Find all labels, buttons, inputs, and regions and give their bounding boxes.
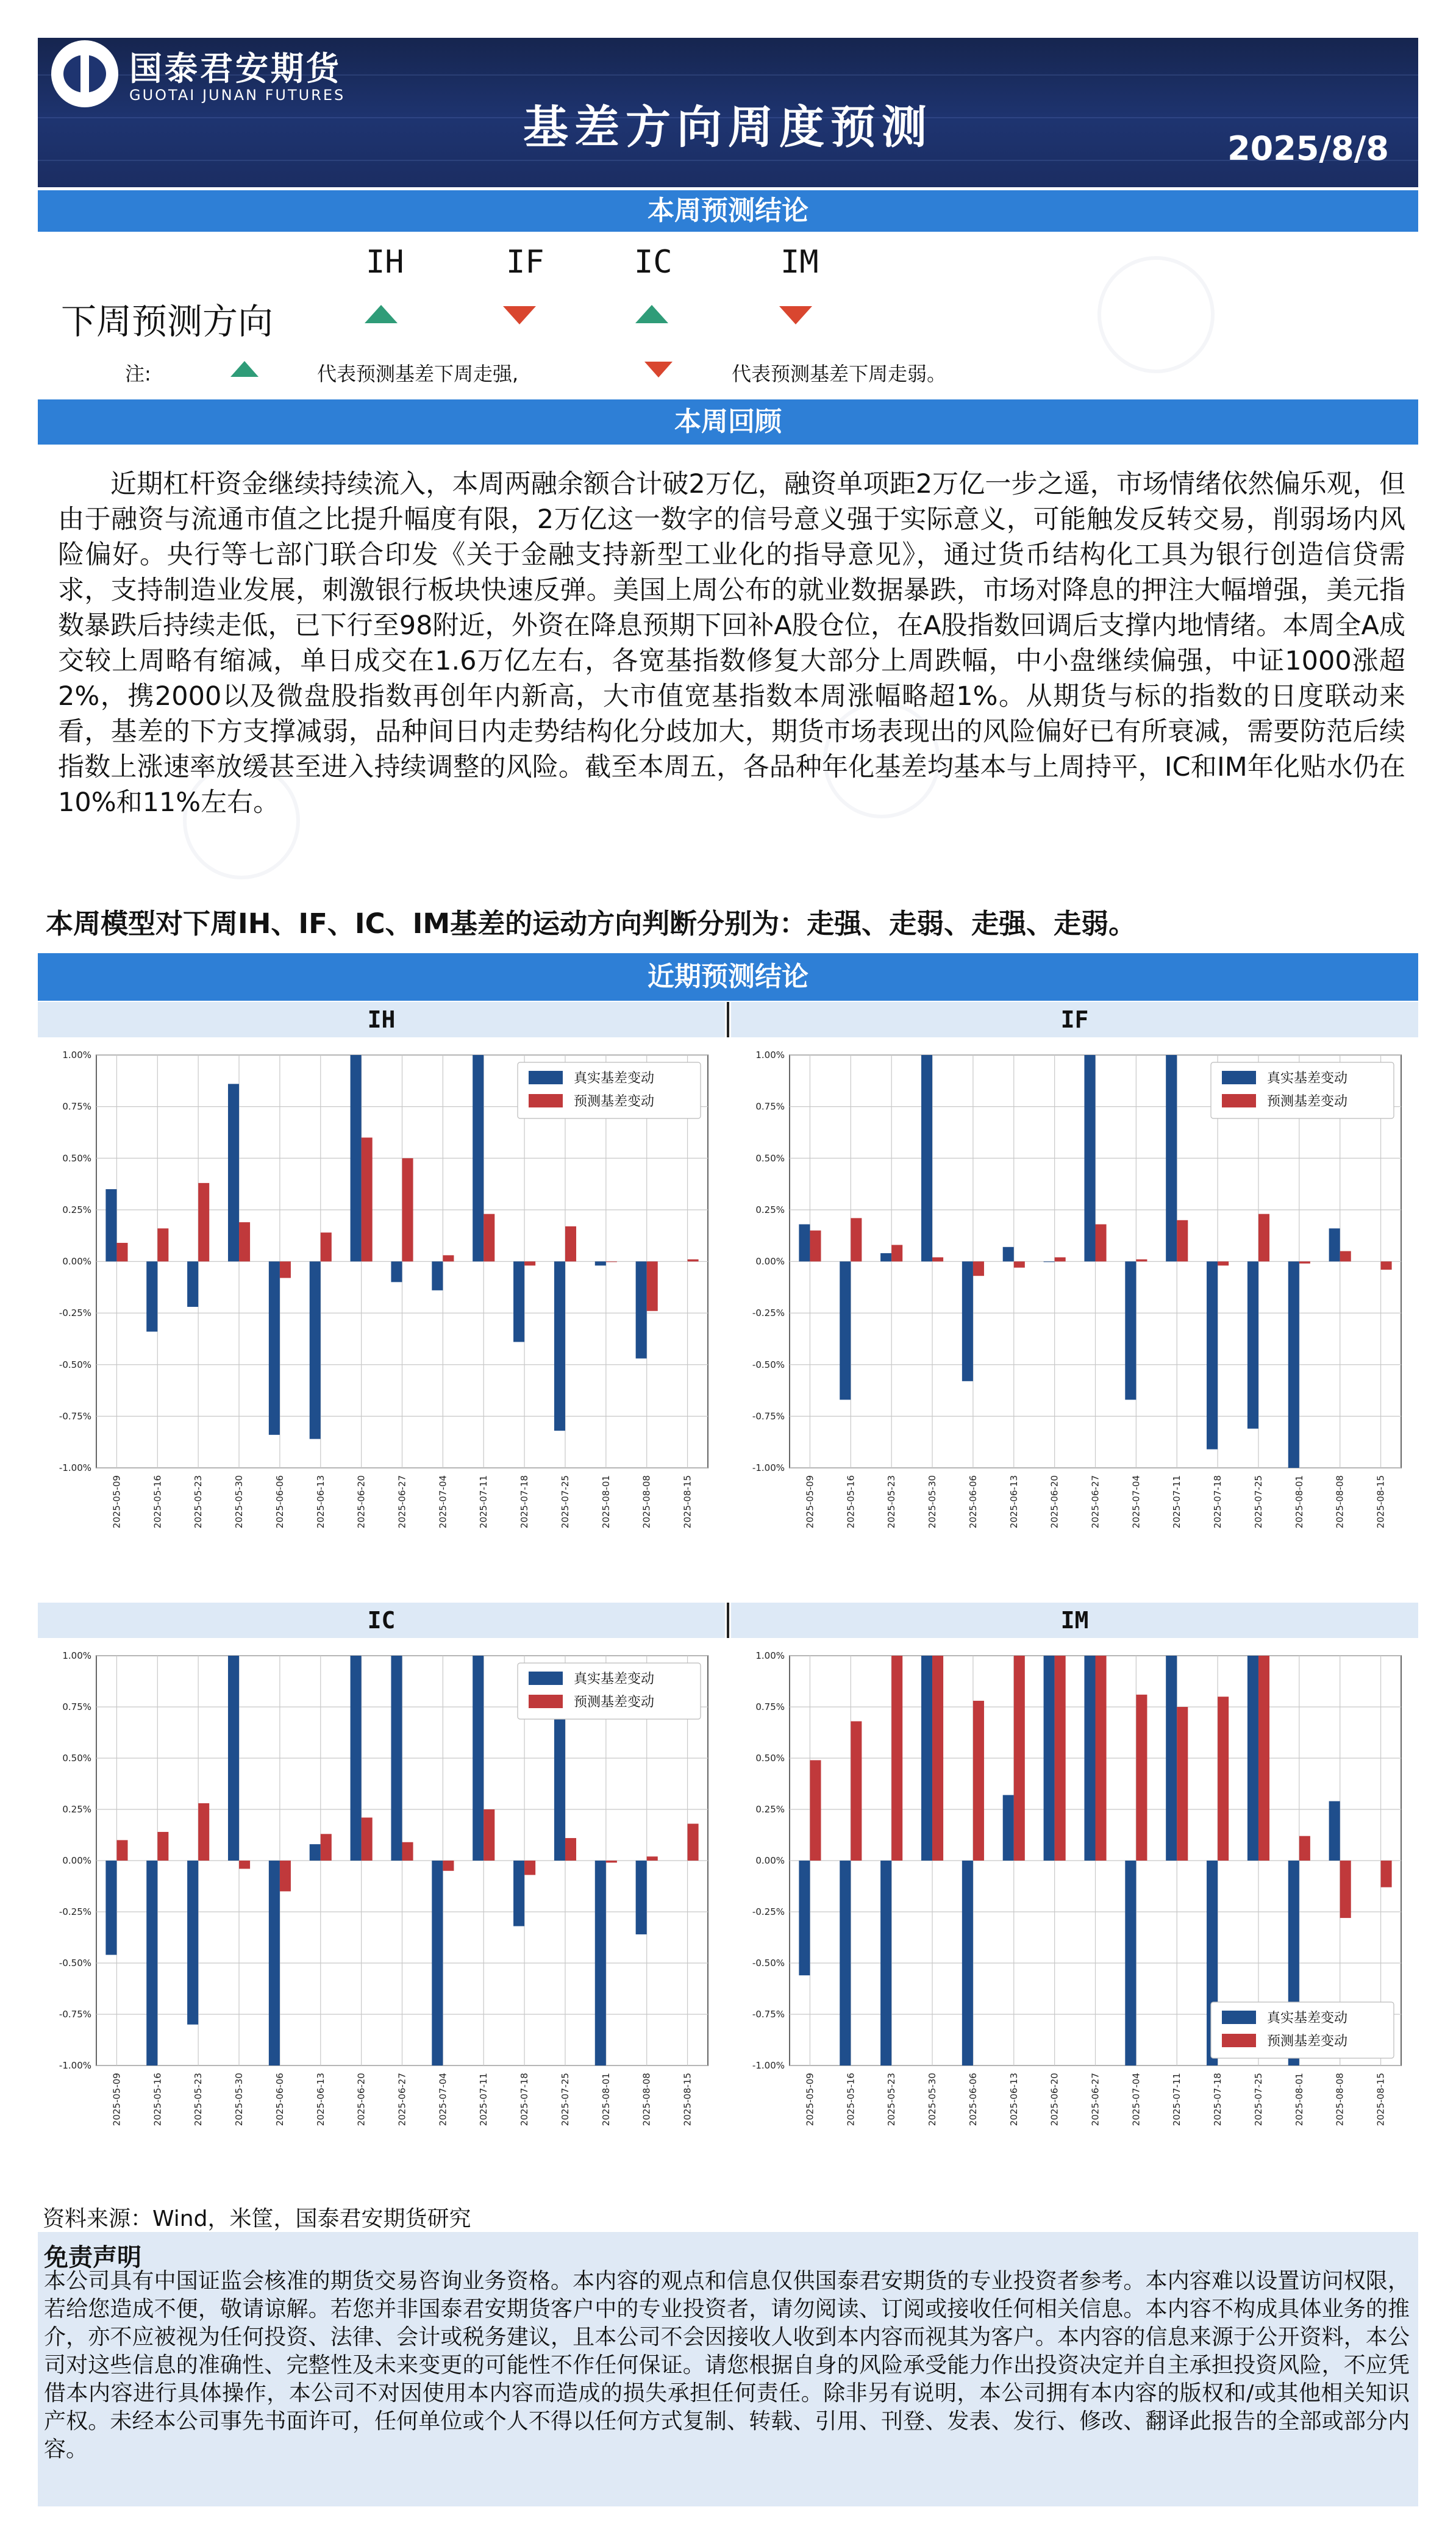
bar-forecast — [402, 1158, 413, 1261]
x-tick-label: 2025-07-18 — [1212, 1475, 1224, 1529]
chart-if — [731, 1038, 1418, 1599]
bar-actual — [269, 1861, 280, 2066]
bar-forecast — [116, 1243, 127, 1261]
bar-forecast — [321, 1232, 332, 1261]
x-tick-label: 2025-05-16 — [845, 2073, 857, 2126]
y-tick-label: 0.50% — [62, 1753, 91, 1764]
bar-actual — [1207, 1262, 1218, 1450]
x-tick-label: 2025-08-01 — [1293, 1475, 1305, 1529]
x-tick-label: 2025-08-15 — [682, 1475, 693, 1529]
x-tick-label: 2025-07-18 — [1212, 2073, 1224, 2126]
bar-forecast — [1299, 1262, 1310, 1264]
bar-actual — [513, 1861, 524, 1926]
x-tick-label: 2025-06-20 — [355, 1475, 367, 1529]
down-arrow-icon — [503, 306, 536, 324]
bar-actual — [513, 1262, 524, 1342]
bar-forecast — [606, 1861, 617, 1862]
legend-label: 真实基差变动 — [574, 1071, 655, 1086]
y-tick-label: -0.25% — [59, 1906, 91, 1917]
bar-forecast — [524, 1861, 535, 1875]
bar-forecast — [891, 1656, 902, 1861]
bar-forecast — [810, 1760, 821, 1861]
bar-actual — [105, 1189, 116, 1261]
y-tick-label: -0.75% — [59, 1411, 91, 1422]
x-tick-label: 2025-07-04 — [1130, 1475, 1142, 1529]
up-arrow-icon — [365, 305, 398, 323]
y-tick-label: -1.00% — [752, 2060, 785, 2071]
bar-forecast — [198, 1183, 209, 1262]
y-tick-label: 0.00% — [755, 1256, 785, 1267]
bar-actual — [1125, 1262, 1136, 1400]
bar-forecast — [402, 1842, 413, 1861]
bar-actual — [921, 1055, 932, 1262]
x-tick-label: 2025-06-20 — [355, 2073, 367, 2126]
y-tick-label: 0.25% — [62, 1804, 91, 1815]
y-tick-label: 0.75% — [755, 1701, 785, 1712]
x-tick-label: 2025-05-16 — [152, 1475, 163, 1529]
legend-swatch — [529, 1672, 563, 1685]
x-tick-label: 2025-07-04 — [437, 1475, 449, 1529]
y-tick-label: -0.75% — [752, 1411, 785, 1422]
bar-forecast — [565, 1838, 576, 1861]
legend-swatch — [1222, 1071, 1256, 1084]
y-tick-label: 1.00% — [62, 1650, 91, 1661]
x-tick-label: 2025-08-08 — [1334, 1475, 1346, 1529]
bar-actual — [391, 1656, 402, 1861]
x-tick-label: 2025-07-18 — [519, 2073, 530, 2126]
y-tick-label: -0.75% — [59, 2009, 91, 2020]
bar-actual — [1125, 1861, 1136, 2066]
legend-label: 预测基差变动 — [1267, 1094, 1348, 1109]
x-tick-label: 2025-07-25 — [559, 2073, 571, 2126]
bar-actual — [1003, 1247, 1014, 1262]
section-header-conclusion: 本周预测结论 — [38, 190, 1418, 232]
y-tick-label: -0.25% — [752, 1906, 785, 1917]
bar-actual — [799, 1225, 810, 1262]
x-tick-label: 2025-05-23 — [193, 2073, 204, 2126]
y-tick-label: -0.50% — [752, 1359, 785, 1370]
x-tick-label: 2025-06-06 — [274, 2073, 285, 2126]
watermark-logo — [1097, 256, 1215, 373]
y-tick-label: 0.75% — [62, 1701, 91, 1712]
bar-actual — [1166, 1656, 1177, 1861]
x-tick-label: 2025-05-23 — [886, 2073, 898, 2126]
disclaimer-text: 本公司具有中国证监会核准的期货交易咨询业务资格。本内容的观点和信息仅供国泰君安期货的专业投资者参考。本内容难以设置访问权限，若给您造成不便，敬请谅解。若您并非国泰君安期货客户中的专业投资者，请勿阅读、订阅或接收任何相关信息。本内容不构成具体业务的推介，亦不应被视为任何投资、法律、会计或税务建议，且本公司不会因接收人收到本内容而视其为客户。本内容的信息来源于公开资料，本公司对这些信息的准确性、完整性及未来变更的可能性不作任何保证。请您根据自身的风险承受能力作出投资决定并自主承担投资风险，不应凭借本内容进行具体操作，本公司不对因使用本内容而造成的损失承担任何责任。除非另有说明，本公司拥有本内容的版权和/或其他相关知识产权。未经本公司事先书面许可，任何单位或个人不得以任何方式复制、转载、引用、刊登、发表、发行、修改、翻译此报告的全部或部分内容。 — [44, 2269, 1410, 2462]
bar-forecast — [1136, 1259, 1147, 1261]
y-tick-label: -0.75% — [752, 2009, 785, 2020]
x-tick-label: 2025-08-15 — [1375, 1475, 1386, 1529]
bar-actual — [840, 1262, 851, 1400]
bar-forecast — [280, 1861, 291, 1891]
section-header-recent: 近期预测结论 — [38, 953, 1418, 1001]
x-tick-label: 2025-05-30 — [927, 2073, 938, 2126]
x-tick-label: 2025-05-30 — [234, 1475, 245, 1529]
bar-actual — [432, 1262, 443, 1290]
legend-note-down: 代表预测基差下周走弱。 — [732, 362, 947, 385]
x-tick-label: 2025-06-13 — [315, 1475, 326, 1529]
y-tick-label: 0.00% — [62, 1855, 91, 1866]
bar-forecast — [1177, 1220, 1188, 1262]
bar-forecast — [239, 1861, 250, 1869]
bar-actual — [432, 1861, 443, 2066]
bar-forecast — [688, 1824, 699, 1861]
x-tick-label: 2025-06-27 — [1090, 1475, 1101, 1529]
bar-actual — [595, 1861, 606, 2066]
bar-forecast — [973, 1701, 984, 1861]
x-tick-label: 2025-06-06 — [967, 2073, 979, 2126]
chart-divider — [727, 1002, 729, 1037]
y-tick-label: 0.75% — [755, 1101, 785, 1112]
bar-forecast — [932, 1656, 943, 1861]
down-arrow-icon — [779, 306, 812, 324]
bar-actual — [1329, 1228, 1340, 1261]
bar-actual — [105, 1861, 116, 1955]
report-title: 基差方向周度预测 — [523, 101, 933, 154]
x-tick-label: 2025-08-01 — [600, 1475, 612, 1529]
x-tick-label: 2025-06-13 — [315, 2073, 326, 2126]
bar-actual — [473, 1656, 484, 1861]
y-tick-label: 0.50% — [62, 1153, 91, 1164]
company-name-en: GUOTAI JUNAN FUTURES — [129, 87, 346, 104]
y-tick-label: 0.00% — [62, 1256, 91, 1267]
legend-label: 预测基差变动 — [574, 1695, 655, 1710]
bar-actual — [310, 1262, 321, 1439]
x-tick-label: 2025-07-11 — [1171, 2073, 1183, 2126]
x-tick-label: 2025-07-11 — [478, 1475, 490, 1529]
bar-forecast — [932, 1257, 943, 1262]
bar-actual — [187, 1861, 198, 2025]
bar-forecast — [1218, 1262, 1229, 1266]
y-tick-label: -0.50% — [752, 1958, 785, 1969]
chart-title-if: IF — [731, 1002, 1418, 1037]
y-tick-label: -0.25% — [752, 1307, 785, 1319]
legend-swatch — [1222, 1094, 1256, 1107]
up-arrow-icon — [230, 361, 259, 377]
bar-actual — [146, 1861, 157, 2066]
legend-swatch — [1222, 2034, 1256, 2047]
bar-forecast — [362, 1817, 373, 1861]
y-tick-label: 0.25% — [755, 1204, 785, 1215]
bar-actual — [880, 1861, 891, 2066]
legend-note-up: 代表预测基差下周走强, — [317, 362, 519, 385]
bar-forecast — [157, 1832, 168, 1861]
legend-note-prefix: 注: — [125, 362, 151, 385]
chart-ic — [38, 1639, 725, 2197]
bar-forecast — [1136, 1695, 1147, 1861]
bar-actual — [1247, 1262, 1258, 1429]
x-tick-label: 2025-05-23 — [193, 1475, 204, 1529]
contract-code-im: IM — [780, 244, 819, 281]
x-tick-label: 2025-06-13 — [1008, 2073, 1019, 2126]
y-tick-label: -1.00% — [752, 1462, 785, 1473]
bar-actual — [554, 1262, 565, 1431]
bar-actual — [1084, 1055, 1095, 1262]
bar-forecast — [443, 1861, 454, 1871]
legend-label: 真实基差变动 — [574, 1672, 655, 1687]
x-tick-label: 2025-05-09 — [111, 2073, 123, 2126]
bar-forecast — [157, 1228, 168, 1261]
x-tick-label: 2025-07-18 — [519, 1475, 530, 1529]
bar-forecast — [321, 1834, 332, 1861]
bar-forecast — [1218, 1697, 1229, 1861]
bar-forecast — [239, 1222, 250, 1261]
bar-actual — [1329, 1801, 1340, 1861]
bar-actual — [187, 1262, 198, 1307]
bar-forecast — [1177, 1707, 1188, 1861]
y-tick-label: -0.25% — [59, 1307, 91, 1319]
bar-forecast — [198, 1803, 209, 1861]
forecast-row-label: 下周预测方向 — [61, 301, 274, 342]
bar-forecast — [524, 1262, 535, 1266]
x-tick-label: 2025-05-16 — [152, 2073, 163, 2126]
legend-swatch — [529, 1094, 563, 1107]
report-header — [38, 38, 1418, 187]
model-summary: 本周模型对下周IH、IF、IC、IM基差的运动方向判断分别为：走强、走弱、走强、走弱。 — [46, 907, 1137, 940]
chart-title-im: IM — [731, 1603, 1418, 1638]
chart-title-ic: IC — [38, 1603, 725, 1638]
bar-actual — [1084, 1656, 1095, 1861]
bar-actual — [1003, 1795, 1014, 1861]
x-tick-label: 2025-08-01 — [600, 2073, 612, 2126]
x-tick-label: 2025-05-16 — [845, 1475, 857, 1529]
bar-actual — [351, 1656, 362, 1861]
legend-swatch — [529, 1071, 563, 1084]
x-tick-label: 2025-05-09 — [804, 2073, 816, 2126]
y-tick-label: -0.50% — [59, 1958, 91, 1969]
x-tick-label: 2025-05-09 — [804, 1475, 816, 1529]
bar-forecast — [647, 1856, 658, 1861]
bar-actual — [228, 1084, 239, 1261]
x-tick-label: 2025-07-25 — [1252, 1475, 1264, 1529]
bar-actual — [1288, 1262, 1299, 1468]
contract-code-ih: IH — [366, 244, 404, 281]
bar-actual — [146, 1262, 157, 1332]
y-tick-label: 1.00% — [755, 1050, 785, 1060]
y-tick-label: 0.75% — [62, 1101, 91, 1112]
bar-forecast — [810, 1231, 821, 1262]
bar-actual — [840, 1861, 851, 2066]
bar-forecast — [851, 1722, 862, 1861]
bar-forecast — [1014, 1262, 1025, 1268]
x-tick-label: 2025-06-27 — [396, 2073, 408, 2126]
bar-actual — [351, 1055, 362, 1262]
x-tick-label: 2025-05-30 — [927, 1475, 938, 1529]
up-arrow-icon — [635, 305, 668, 323]
y-tick-label: -1.00% — [59, 1462, 91, 1473]
x-tick-label: 2025-07-11 — [478, 2073, 490, 2126]
bar-actual — [636, 1262, 647, 1359]
x-tick-label: 2025-05-23 — [886, 1475, 898, 1529]
y-tick-label: 1.00% — [62, 1050, 91, 1060]
bar-forecast — [484, 1809, 494, 1861]
chart-ih — [38, 1038, 725, 1599]
y-tick-label: 0.50% — [755, 1153, 785, 1164]
down-arrow-icon — [644, 362, 673, 377]
bar-forecast — [1055, 1656, 1066, 1861]
y-tick-label: -1.00% — [59, 2060, 91, 2071]
bar-actual — [310, 1844, 321, 1861]
legend-label: 预测基差变动 — [1267, 2034, 1348, 2049]
bar-forecast — [443, 1255, 454, 1261]
bar-forecast — [116, 1840, 127, 1861]
y-tick-label: -0.50% — [59, 1359, 91, 1370]
review-paragraph: 近期杠杆资金继续持续流入，本周两融余额合计破2万亿，融资单项距2万亿一步之遥，市场情绪依然偏乐观，但由于融资与流通市值之比提升幅度有限，2万亿这一数字的信号意义强于实际意义，可能触发反转交易，削弱场内风险偏好。央行等七部门联合印发《关于金融支持新型工业化的指导意见》，通过货币结构化工具为银行创造信贷需求，支持制造业发展，刺激银行板块快速反弹。美国上周公布的就业数据暴跌，市场对降息的押注大幅增强，美元指数暴跌后持续走低，已下行至98附近，外资在降息预期下回补A股仓位，在A股指数回调后支撑内地情绪。本周全A成交较上周略有缩减，单日成交在1.6万亿左右，各宽基指数修复大部分上周跌幅，中小盘继续偏强，中证1000涨超2%，携2000以及微盘股指数再创年内新高，大市值宽基指数本周涨幅略超1%。从期货与标的指数的日度联动来看，基差的下方支撑减弱，品种间日内走势结构化分歧加大，期货市场表现出的风险偏好已有所衰减，需要防范后续指数上涨速率放缓甚至进入持续调整的风险。截至本周五，各品种年化基差均基本与上周持平，IC和IM年化贴水仍在10%和11%左右。 — [58, 469, 1405, 818]
x-tick-label: 2025-08-15 — [1375, 2073, 1386, 2126]
bar-forecast — [851, 1218, 862, 1261]
data-source: 资料来源：Wind，米筐，国泰君安期货研究 — [43, 2206, 471, 2231]
bar-forecast — [1096, 1225, 1107, 1262]
legend-swatch — [1222, 2011, 1256, 2024]
legend-label: 真实基差变动 — [1267, 2011, 1348, 2026]
x-tick-label: 2025-06-13 — [1008, 1475, 1019, 1529]
x-tick-label: 2025-06-20 — [1049, 2073, 1060, 2126]
bar-forecast — [565, 1226, 576, 1262]
x-tick-label: 2025-07-25 — [1252, 2073, 1264, 2126]
legend-label: 预测基差变动 — [574, 1094, 655, 1109]
bar-actual — [228, 1656, 239, 1861]
section-header-review: 本周回顾 — [38, 399, 1418, 445]
bar-actual — [1044, 1656, 1055, 1861]
x-tick-label: 2025-08-08 — [641, 1475, 652, 1529]
x-tick-label: 2025-07-04 — [1130, 2073, 1142, 2126]
x-tick-label: 2025-08-15 — [682, 2073, 693, 2126]
chart-divider — [727, 1603, 729, 1638]
bar-forecast — [891, 1245, 902, 1261]
bar-forecast — [362, 1137, 373, 1261]
y-tick-label: 0.25% — [755, 1804, 785, 1815]
contract-code-if: IF — [506, 244, 544, 281]
bar-forecast — [1014, 1656, 1025, 1861]
bar-actual — [921, 1656, 932, 1861]
bar-forecast — [1340, 1251, 1351, 1262]
bar-actual — [1166, 1055, 1177, 1262]
bar-actual — [962, 1262, 973, 1381]
bar-forecast — [1381, 1262, 1392, 1270]
chart-title-ih: IH — [38, 1002, 725, 1037]
bar-forecast — [1096, 1656, 1107, 1861]
bar-forecast — [973, 1262, 984, 1276]
x-tick-label: 2025-08-08 — [641, 2073, 652, 2126]
x-tick-label: 2025-06-27 — [396, 1475, 408, 1529]
x-tick-label: 2025-05-09 — [111, 1475, 123, 1529]
bar-actual — [391, 1262, 402, 1282]
x-tick-label: 2025-06-27 — [1090, 2073, 1101, 2126]
bar-forecast — [1299, 1836, 1310, 1861]
bar-forecast — [1055, 1257, 1066, 1262]
x-tick-label: 2025-06-20 — [1049, 1475, 1060, 1529]
x-tick-label: 2025-08-08 — [1334, 2073, 1346, 2126]
y-tick-label: 1.00% — [755, 1650, 785, 1661]
bar-actual — [1247, 1656, 1258, 1861]
x-tick-label: 2025-07-25 — [559, 1475, 571, 1529]
bar-forecast — [1381, 1861, 1392, 1887]
x-tick-label: 2025-06-06 — [967, 1475, 979, 1529]
y-tick-label: 0.25% — [62, 1204, 91, 1215]
x-tick-label: 2025-07-04 — [437, 2073, 449, 2126]
bar-forecast — [484, 1214, 494, 1262]
contract-code-ic: IC — [634, 244, 673, 281]
x-tick-label: 2025-06-06 — [274, 1475, 285, 1529]
bar-forecast — [1258, 1214, 1269, 1262]
report-date: 2025/8/8 — [1227, 129, 1389, 168]
bar-actual — [799, 1861, 810, 1975]
bar-forecast — [1258, 1656, 1269, 1861]
legend-swatch — [529, 1695, 563, 1708]
y-tick-label: 0.00% — [755, 1855, 785, 1866]
x-tick-label: 2025-07-11 — [1171, 1475, 1183, 1529]
bar-actual — [962, 1861, 973, 2066]
bar-forecast — [1340, 1861, 1351, 1918]
bar-actual — [473, 1055, 484, 1262]
legend-label: 真实基差变动 — [1267, 1071, 1348, 1086]
bar-actual — [595, 1262, 606, 1266]
bar-actual — [636, 1861, 647, 1934]
chart-im — [731, 1639, 1418, 2197]
company-name: 国泰君安期货 — [129, 49, 341, 88]
bar-actual — [269, 1262, 280, 1435]
x-tick-label: 2025-08-01 — [1293, 2073, 1305, 2126]
bar-actual — [880, 1253, 891, 1262]
bar-forecast — [280, 1262, 291, 1278]
bar-forecast — [647, 1262, 658, 1311]
bar-forecast — [688, 1259, 699, 1261]
x-tick-label: 2025-05-30 — [234, 2073, 245, 2126]
y-tick-label: 0.50% — [755, 1753, 785, 1764]
disclaimer-title: 免责声明 — [44, 2244, 141, 2272]
